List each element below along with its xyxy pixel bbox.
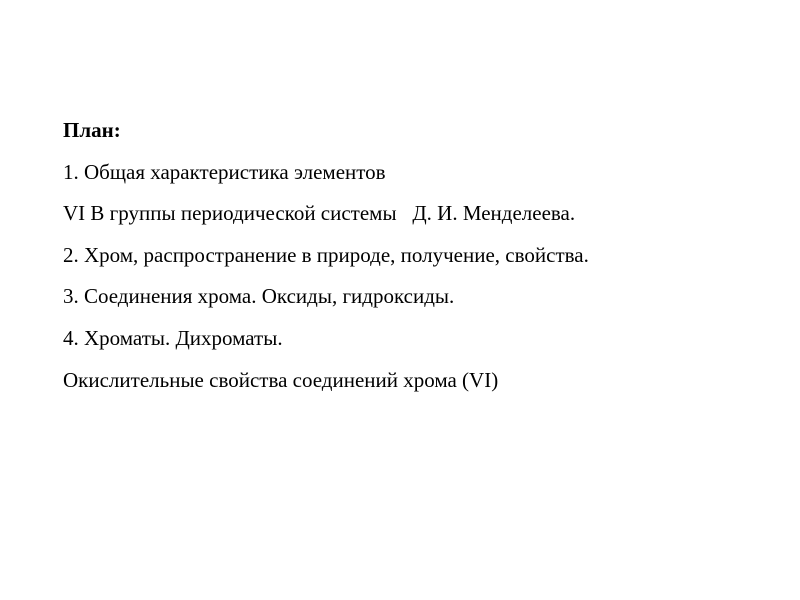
plan-title: План: xyxy=(63,118,121,142)
plan-item-1-continuation: VI В группы периодической системы Д. И. Менделеева. xyxy=(63,201,576,226)
plan-item-1: 1. Общая характеристика элементов xyxy=(63,159,386,184)
slide-content xyxy=(63,110,783,401)
plan-item-3: 3. Соединения хрома. Оксиды, гидроксиды. xyxy=(63,284,455,309)
plan-item-4: 4. Хроматы. Дихроматы. xyxy=(63,325,283,350)
plan-item-2: 2. Хром, распространение в природе, получение, свойства. xyxy=(63,242,589,267)
plan-item-4-continuation: Окислительные свойства соединений хрома (VI) xyxy=(63,367,499,392)
